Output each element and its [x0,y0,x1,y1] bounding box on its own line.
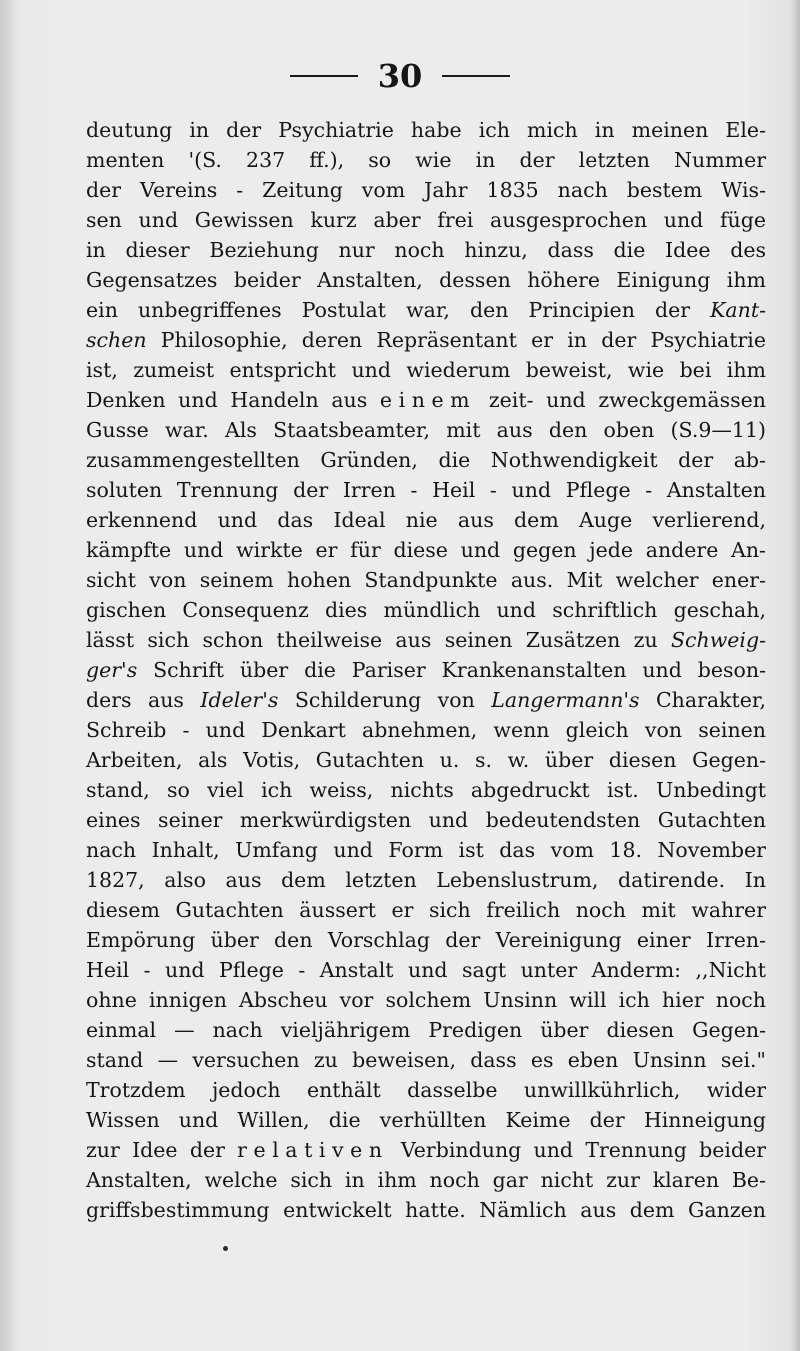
text-line: menten '(S. 237 ff.), so wie in der letzten Nummer [86,148,766,172]
emphasized-word: ger's [86,658,138,682]
emphasized-word: Kant- [710,298,766,322]
text-line: kämpfte und wirkte er für diese und gegen jede andere An- [86,538,766,562]
text-line: Gusse war. Als Staatsbeamter, mit aus den oben (S.9—11) [86,418,766,442]
emphasized-word: relativen [237,1138,389,1162]
text-line: diesem Gutachten äussert er sich freilich noch mit wahrer [86,898,766,922]
text-line: ein unbegriffenes Postulat war, den Principien der Kant- [86,298,766,322]
text-line: stand, so viel ich weiss, nichts abgedruckt ist. Unbedingt [86,778,766,802]
right-rule [442,75,510,77]
text-line: Anstalten, welche sich in ihm noch gar nicht zur klaren Be- [86,1168,766,1192]
emphasized-word: einem [379,388,477,412]
text-line: soluten Trennung der Irren - Heil - und Pflege - Anstalten [86,478,766,502]
emphasized-word: Schweig- [670,628,766,652]
text-line: zur Idee der relativen Verbindung und Trennung beider [86,1138,766,1162]
text-line: ist, zumeist entspricht und wiederum beweist, wie bei ihm [86,358,766,382]
text-line: stand — versuchen zu beweisen, dass es eben Unsinn sei." [86,1048,766,1072]
text-line: schen Philosophie, deren Repräsentant er in der Psychiatrie [86,328,766,352]
text-line: gischen Consequenz dies mündlich und schriftlich geschah, [86,598,766,622]
page-number: 30 [377,57,423,95]
text-line: erkennend und das Ideal nie aus dem Auge verlierend, [86,508,766,532]
text-line: lässt sich schon theilweise aus seinen Zusätzen zu Schweig- [86,628,766,652]
text-line: ohne innigen Abscheu vor solchem Unsinn will ich hier noch [86,988,766,1012]
text-line: 1827, also aus dem letzten Lebenslustrum, datirende. In [86,868,766,892]
text-line: zusammengestellten Gründen, die Nothwendigkeit der ab- [86,448,766,472]
text-line: Trotzdem jedoch enthält dasselbe unwillkührlich, wider [86,1078,766,1102]
text-line: Empörung über den Vorschlag der Vereinigung einer Irren- [86,928,766,952]
text-line: ger's Schrift über die Pariser Krankenanstalten und beson- [86,658,766,682]
text-line: Wissen und Willen, die verhüllten Keime der Hinneigung [86,1108,766,1132]
emphasized-word: Langermann's [491,688,640,712]
text-line: Denken und Handeln aus einem zeit- und zweckgemässen [86,388,766,412]
text-line: der Vereins - Zeitung vom Jahr 1835 nach bestem Wis- [86,178,766,202]
text-line: Schreib - und Denkart abnehmen, wenn gleich von seinen [86,718,766,742]
emphasized-word: Ideler's [200,688,279,712]
text-line: deutung in der Psychiatrie habe ich mich in meinen Ele- [86,118,766,142]
text-line: einmal — nach vieljährigem Predigen über diesen Gegen- [86,1018,766,1042]
text-line: sicht von seinem hohen Standpunkte aus. Mit welcher ener- [86,568,766,592]
text-line: Arbeiten, als Votis, Gutachten u. s. w. über diesen Gegen- [86,748,766,772]
text-line: in dieser Beziehung nur noch hinzu, dass die Idee des [86,238,766,262]
running-head [0,57,800,95]
body-text [86,115,766,1225]
text-line: eines seiner merkwürdigsten und bedeutendsten Gutachten [86,808,766,832]
ink-dot [223,1246,228,1251]
emphasized-word: schen [86,328,147,352]
text-line: Heil - und Pflege - Anstalt und sagt unter Anderm: ,,Nicht [86,958,766,982]
text-line: sen und Gewissen kurz aber frei ausgesprochen und füge [86,208,766,232]
text-line: nach Inhalt, Umfang und Form ist das vom 18. November [86,838,766,862]
text-line: griffsbestimmung entwickelt hatte. Nämlich aus dem Ganzen [86,1198,766,1222]
text-line: Gegensatzes beider Anstalten, dessen höhere Einigung ihm [86,268,766,292]
text-line: ders aus Ideler's Schilderung von Langermann's Charakter, [86,688,766,712]
left-rule [290,75,358,77]
